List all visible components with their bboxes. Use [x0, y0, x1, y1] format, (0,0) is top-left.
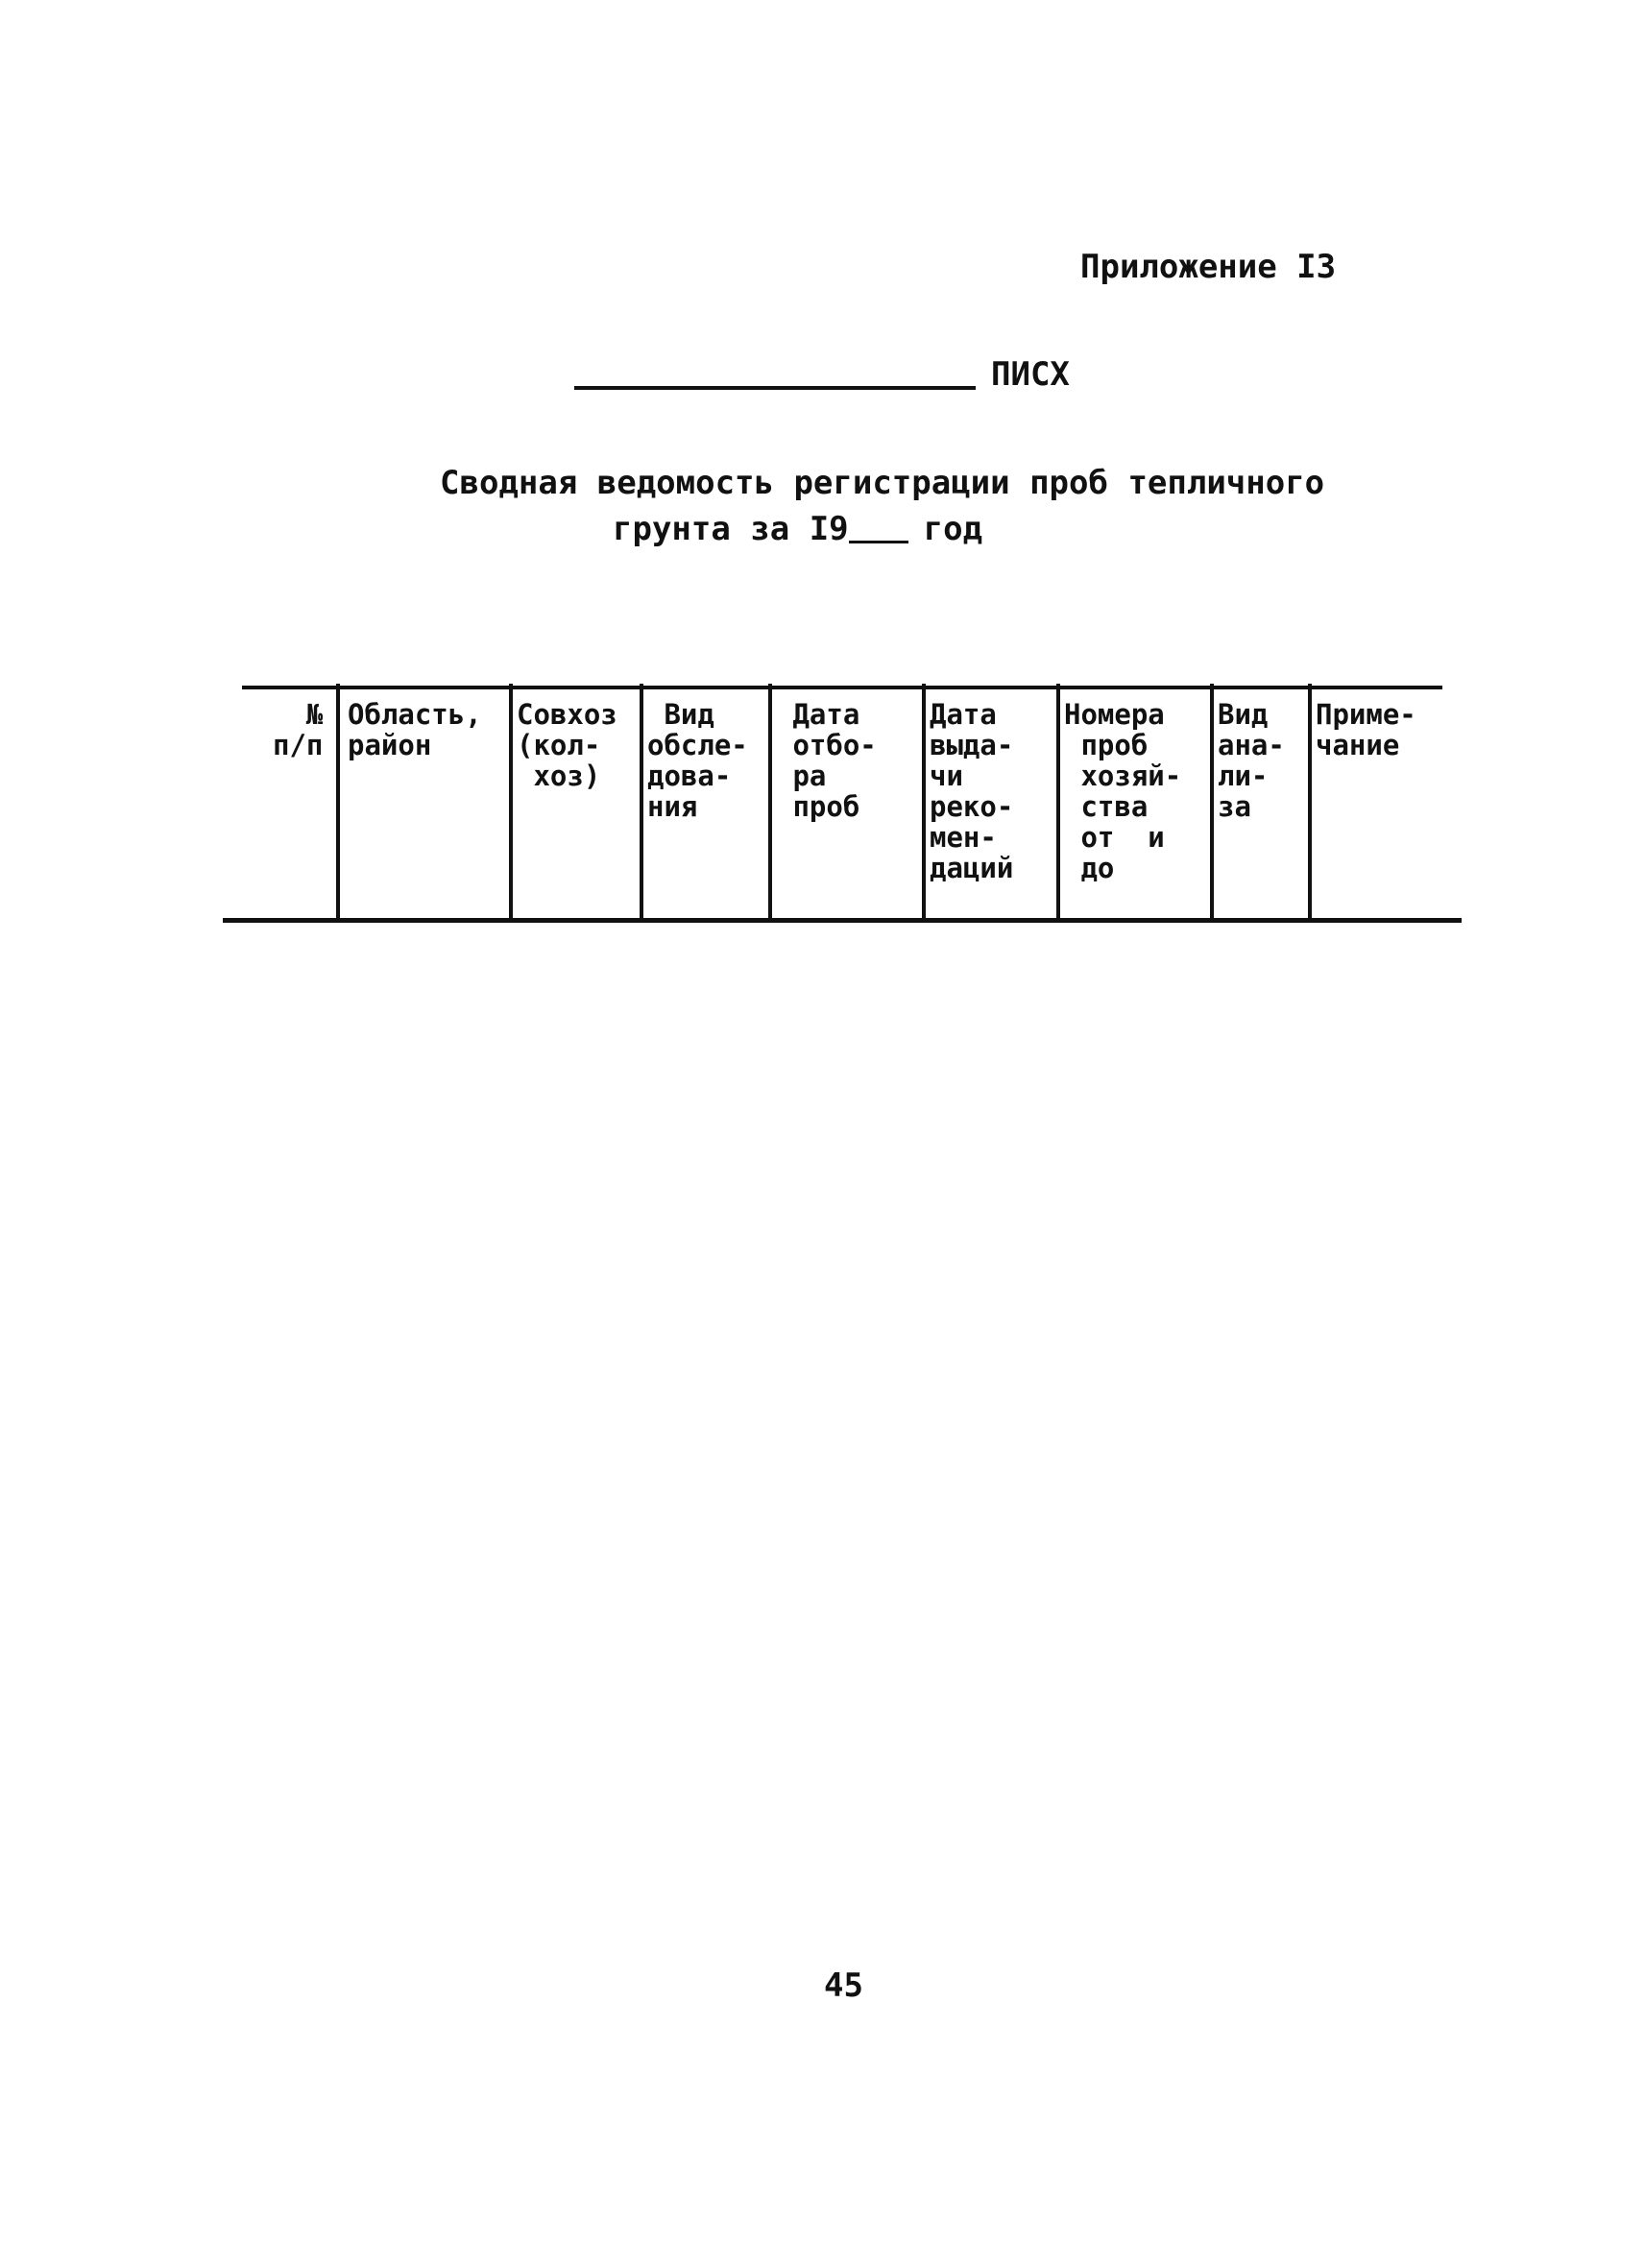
column-header-survey-type: Вид обсле- дова- ния: [647, 698, 748, 823]
column-divider: [1056, 684, 1060, 920]
column-header-number: № п/п: [273, 698, 324, 761]
column-divider: [509, 684, 513, 920]
column-divider: [768, 684, 772, 920]
column-divider: [1210, 684, 1214, 920]
column-header-analysis-type: Вид ана- ли- за: [1218, 698, 1285, 823]
column-divider: [1308, 684, 1312, 920]
column-header-recommendation-date: Дата выда- чи реко- мен- даций: [930, 698, 1014, 884]
column-header-sampling-date: Дата отбо- ра проб: [792, 698, 877, 823]
document-title-line1: Сводная ведомость регистрации проб тепличного: [440, 464, 1325, 502]
column-header-note: Приме- чание: [1316, 698, 1416, 761]
column-header-region: Область, район: [348, 698, 482, 761]
title-year-suffix: год: [923, 510, 983, 548]
appendix-label: Приложение I3: [1080, 248, 1337, 286]
column-header-sample-numbers: Номера проб хозяй- ства от и до: [1064, 698, 1182, 884]
table-bottom-rule: [223, 918, 1462, 923]
page-number: 45: [824, 1966, 863, 2005]
column-divider: [922, 684, 926, 920]
column-divider: [640, 684, 643, 920]
document-title-line2: [613, 510, 982, 548]
title-year-prefix: грунта за I9: [613, 510, 849, 548]
column-header-farm: Совхоз (кол- хоз): [517, 698, 617, 792]
year-blank: [849, 541, 908, 543]
column-divider: [336, 684, 340, 920]
table-top-rule: [242, 686, 1442, 689]
institution-name-blank: [574, 386, 976, 390]
institution-abbreviation: ПИСХ: [991, 355, 1070, 394]
